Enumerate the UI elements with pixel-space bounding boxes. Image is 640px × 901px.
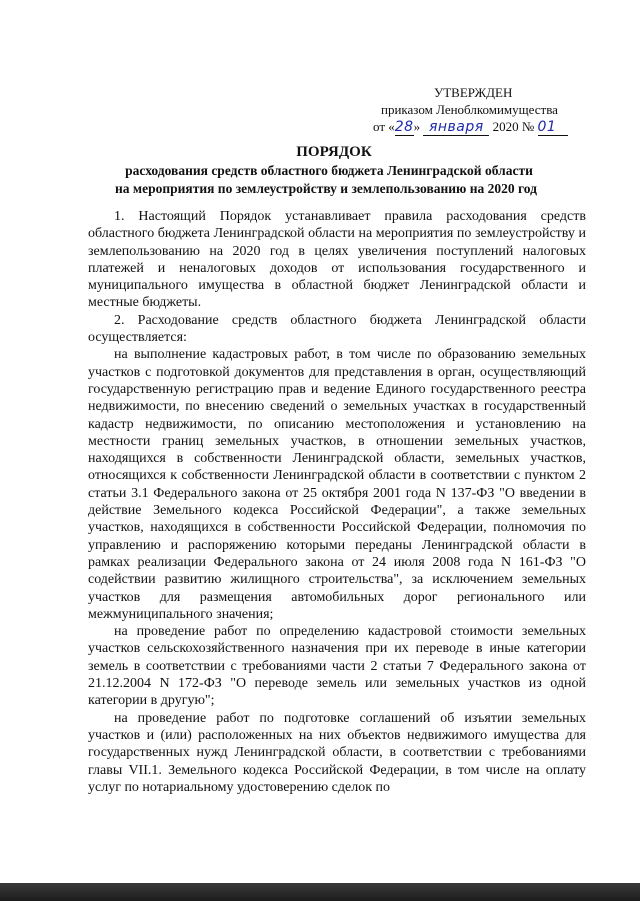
paragraph-3: на выполнение кадастровых работ, в том числе по образованию земельных участков с подготовкой документов для представления в орган, осуществляющий государственную регистрацию прав и ведение Единого государственного реестра недвижимости, по внесению сведений о земельных участках в государственный кадастр недвижимости, по описанию местоположения и установлению на местности границ земельных участков, в отношении земельных участков, находящихся в собственности Ленинградской области, земельных участков, относящихся к собственности Ленинградской области в соответствии с пунктом 2 статьи 3.1 Федерального закона от 25 октября 2001 года N 137-ФЗ "О введении в действие Земельного кодекса Российской Федерации", а также земельных участков, находящихся в собственности Российской Федерации, полномочия по управлению и распоряжению которыми переданы Ленинградской области в рамках реализации Федерального закона от 24 июля 2008 года N 161-ФЗ "О содействии развитию жилищного строительства", за исключением земельных участков для размещения автомобильных дорог регионального или межмуниципального значения; (88, 347, 586, 622)
handwritten-number: 01 (537, 119, 557, 135)
date-close: » (413, 119, 421, 134)
month-field (423, 119, 489, 136)
handwritten-day: 28 (394, 119, 414, 135)
document-body (88, 208, 586, 796)
year-label: 2020 № (492, 119, 535, 134)
date-prefix: от « (373, 119, 395, 134)
number-field (538, 119, 568, 136)
approval-stamp (370, 84, 580, 136)
scan-bottom-edge (0, 883, 640, 901)
title-heading: ПОРЯДОК (296, 144, 372, 160)
approval-status: УТВЕРЖДЕН (434, 85, 513, 100)
paragraph-4: на проведение работ по определению кадастровой стоимости земельных участков сельскохозяйственного назначения при их переводе в иные категории земель в соответствии с требованиями части 2 статьи 7 Федерального закона от 21.12.2004 N 172-ФЗ "О переводе земель или земельных участков из одной категории в другую"; (88, 624, 586, 709)
paragraph-2: 2. Расходование средств областного бюджета Ленинградской области осуществляется: (88, 312, 586, 346)
title-line-1: расходования средств областного бюджета Ленинградской области (125, 163, 533, 178)
handwritten-month: января (428, 119, 484, 135)
title-line-2: на мероприятия по землеустройству и землепользованию на 2020 год (115, 180, 537, 196)
day-field (395, 119, 414, 136)
paragraph-1: 1. Настоящий Порядок устанавливает правила расходования средств областного бюджета Ленинградской области на мероприятия по землеустройству и землепользованию на 2020 год в целях увеличения поступлений налоговых платежей и неналоговых доходов от использования государственного и муниципального имущества в областной бюджет Ленинградской области и местные бюджеты. (88, 209, 586, 311)
approval-authority: приказом Леноблкомимущества (381, 102, 558, 117)
document-title (0, 143, 640, 197)
approval-date-line (370, 118, 580, 136)
paragraph-5: на проведение работ по подготовке соглашений об изъятии земельных участков и (или) расположенных на них объектов недвижимого имущества для государственных нужд Ленинградской области, в соответствии с требованиями главы VII.1. Земельного кодекса Российской Федерации, в том числе на оплату услуг по нотариальному удостоверению сделок по (88, 710, 586, 795)
